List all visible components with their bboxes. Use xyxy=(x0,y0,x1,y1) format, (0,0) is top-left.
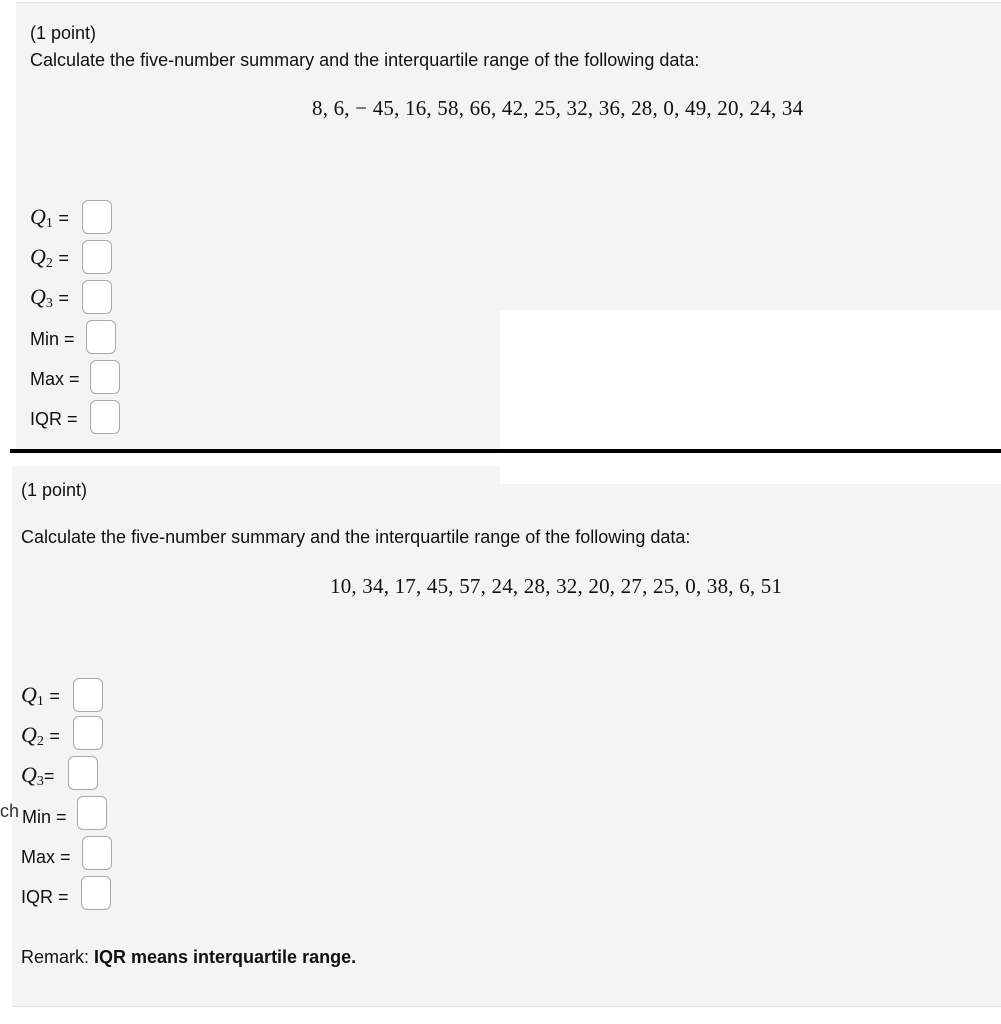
problem-1-points: (1 point) xyxy=(30,23,97,43)
q1-label-2: $Q_1$ = xyxy=(21,682,60,709)
q3-input-1[interactable] xyxy=(82,280,112,314)
min-label-2: Min = xyxy=(22,807,67,827)
q1-label-1: $Q_1$ = xyxy=(30,204,69,231)
white-overlay xyxy=(500,310,1001,484)
problem-1-instruction: Calculate the five-number summary and the interquartile range of the following data: xyxy=(30,50,700,70)
problem-1-data-list: 8, 6, − 45, 16, 58, 66, 42, 25, 32, 36, 28, 0, 49, 20, 24, 34 xyxy=(312,96,804,120)
separator-line xyxy=(10,449,1001,453)
q1-input-1[interactable] xyxy=(82,200,112,234)
remark: Remark: IQR means interquartile range. xyxy=(21,947,357,967)
min-label-1: Min = xyxy=(30,329,75,349)
problem-2-data-list: 10, 34, 17, 45, 57, 24, 28, 32, 20, 27, 25, 0, 38, 6, 51 xyxy=(330,574,783,598)
q2-input-1[interactable] xyxy=(82,240,112,274)
left-edge-fragment: ch xyxy=(0,801,20,821)
max-label-1: Max = xyxy=(30,369,80,389)
q3-label-2: $Q_3=$ xyxy=(21,762,55,789)
q1-input-2[interactable] xyxy=(73,678,103,712)
iqr-label-1: IQR = xyxy=(30,409,78,429)
min-input-1[interactable] xyxy=(86,320,116,354)
max-label-2: Max = xyxy=(21,847,71,867)
problem-2-points: (1 point) xyxy=(21,480,88,500)
remark-bold: IQR means interquartile range. xyxy=(94,947,357,967)
iqr-input-1[interactable] xyxy=(90,400,120,434)
q2-input-2[interactable] xyxy=(73,716,103,750)
iqr-input-2[interactable] xyxy=(81,876,111,910)
q3-label-1: $Q_3$ = xyxy=(30,284,69,311)
q3-input-2[interactable] xyxy=(68,756,98,790)
max-input-2[interactable] xyxy=(82,836,112,870)
white-overlay-bottom xyxy=(500,466,1001,484)
q2-label-2: $Q_2$ = xyxy=(21,722,60,749)
max-input-1[interactable] xyxy=(90,360,120,394)
q2-label-1: $Q_2$ = xyxy=(30,244,69,271)
problem-2-instruction: Calculate the five-number summary and the interquartile range of the following data: xyxy=(21,527,691,547)
min-input-2[interactable] xyxy=(77,796,107,830)
iqr-label-2: IQR = xyxy=(21,887,69,907)
